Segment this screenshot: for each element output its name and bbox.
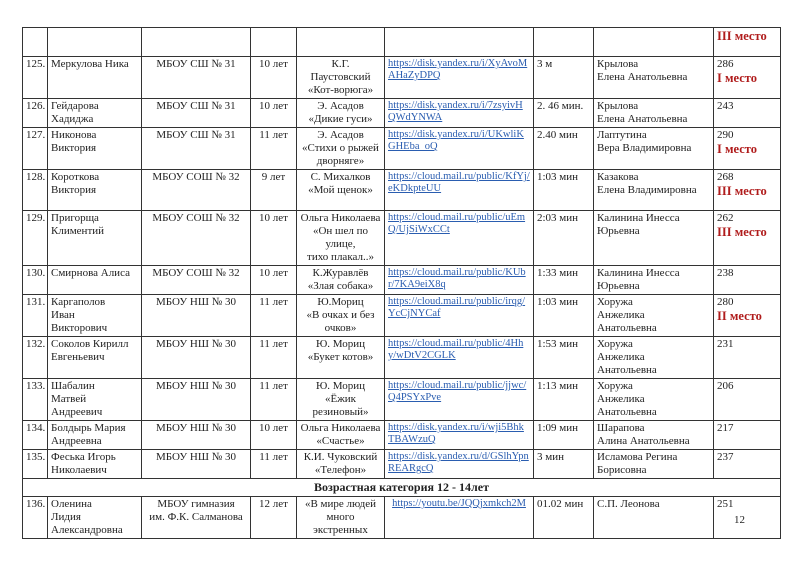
table-row	[23, 379, 781, 421]
duration: 3 м	[534, 57, 594, 99]
score-cell	[714, 170, 781, 211]
teacher-name: Хоружа Анжелика Анатольевна	[594, 295, 714, 337]
row-number: 135.	[23, 450, 48, 479]
score-cell	[714, 295, 781, 337]
video-link[interactable]: https://disk.yandex.ru/d/GSlhYpnREARgcQ	[388, 451, 529, 474]
video-link-cell	[385, 211, 534, 266]
participant-name: Смирнова Алиса	[48, 266, 142, 295]
score-cell	[714, 337, 781, 379]
score: 238	[717, 267, 734, 279]
score-cell	[714, 57, 781, 99]
row-number: 126.	[23, 99, 48, 128]
video-link-cell	[385, 497, 534, 539]
teacher-name: Крылова Елена Анатольевна	[594, 57, 714, 99]
work-title: Э. Асадов «Стихи о рыжей дворняге»	[297, 128, 385, 170]
participant-age: 10 лет	[251, 266, 297, 295]
work-title: Ю. Мориц «Ёжик резиновый»	[297, 379, 385, 421]
place-award: II место	[717, 309, 762, 323]
work-title: Ю. Мориц «Букет котов»	[297, 337, 385, 379]
participant-age: 10 лет	[251, 57, 297, 99]
teacher-name: Исламова Регина Борисовна	[594, 450, 714, 479]
video-link-cell	[385, 337, 534, 379]
table-row	[23, 170, 781, 211]
school-name: МБОУ СОШ № 32	[142, 170, 251, 211]
school-name: МБОУ НШ № 30	[142, 421, 251, 450]
video-link[interactable]: https://cloud.mail.ru/public/jjwc/Q4PSYxPve	[388, 380, 527, 403]
video-link-cell	[385, 450, 534, 479]
place-award: I место	[717, 142, 757, 156]
score: 251	[717, 498, 734, 510]
school-name: МБОУ гимназия им. Ф.К. Салманова	[142, 497, 251, 539]
school-name: МБОУ НШ № 30	[142, 295, 251, 337]
duration: 2:03 мин	[534, 211, 594, 266]
table-row	[23, 337, 781, 379]
participant-name: Меркулова Ника	[48, 57, 142, 99]
score: 262	[717, 212, 734, 224]
work-title: С. Михалков «Мой щенок»	[297, 170, 385, 211]
video-link-cell	[385, 99, 534, 128]
row-number: 133.	[23, 379, 48, 421]
video-link-cell	[385, 128, 534, 170]
table-row	[23, 57, 781, 99]
row-number: 134.	[23, 421, 48, 450]
video-link-cell	[385, 421, 534, 450]
teacher-name: Шарапова Алина Анатольевна	[594, 421, 714, 450]
duration: 1:33 мин	[534, 266, 594, 295]
work-title: «В мире людей много экстренных	[297, 497, 385, 539]
row-number: 125.	[23, 57, 48, 99]
score-cell	[714, 497, 781, 539]
score-cell	[714, 211, 781, 266]
place-award: III место	[717, 29, 767, 43]
work-title: Ю.Мориц «В очках и без очков»	[297, 295, 385, 337]
participant-name: Феська Игорь Николаевич	[48, 450, 142, 479]
school-name: МБОУ СОШ № 32	[142, 266, 251, 295]
table-row	[23, 128, 781, 170]
table-row	[23, 450, 781, 479]
page-number: 12	[734, 514, 745, 526]
teacher-name: Хоружа Анжелика Анатольевна	[594, 337, 714, 379]
video-link[interactable]: https://disk.yandex.ru/i/UKwliKGHEba_oQ	[388, 129, 524, 152]
place-award: I место	[717, 71, 757, 85]
video-link[interactable]: https://cloud.mail.ru/public/KUbr/7KA9eiX8q	[388, 267, 526, 290]
participant-name: Соколов Кирилл Евгеньевич	[48, 337, 142, 379]
score-cell	[714, 379, 781, 421]
table-row	[23, 497, 781, 539]
score-cell	[714, 421, 781, 450]
place-award: III место	[717, 225, 767, 239]
teacher-name: С.П. Леонова	[594, 497, 714, 539]
score: 268	[717, 171, 734, 183]
participant-age: 10 лет	[251, 99, 297, 128]
video-link-cell	[385, 170, 534, 211]
video-link[interactable]: https://cloud.mail.ru/public/uEmQ/UjSiWxCCt	[388, 212, 526, 235]
duration: 1:09 мин	[534, 421, 594, 450]
video-link-cell	[385, 57, 534, 99]
row-number: 130.	[23, 266, 48, 295]
work-title: Ольга Николаева «Он шел по улице, тихо плакал..»	[297, 211, 385, 266]
video-link[interactable]: https://cloud.mail.ru/public/irqg/YcCjNYCaf	[388, 296, 526, 319]
score: 237	[717, 451, 734, 463]
teacher-name: Казакова Елена Владимировна	[594, 170, 714, 211]
score: 231	[717, 338, 734, 350]
teacher-name: Крылова Елена Анатольевна	[594, 99, 714, 128]
participant-age: 9 лет	[251, 170, 297, 211]
table-row	[23, 28, 781, 57]
work-title: К.И. Чуковский «Телефон»	[297, 450, 385, 479]
duration: 2. 46 мин.	[534, 99, 594, 128]
table-row	[23, 295, 781, 337]
score: 206	[717, 380, 734, 392]
participant-age: 11 лет	[251, 295, 297, 337]
score: 243	[717, 100, 734, 112]
participant-age: 10 лет	[251, 211, 297, 266]
row-number: 131.	[23, 295, 48, 337]
duration: 1:13 мин	[534, 379, 594, 421]
duration: 1:03 мин	[534, 295, 594, 337]
table-row	[23, 211, 781, 266]
duration: 1:03 мин	[534, 170, 594, 211]
category-heading: Возрастная категория 12 - 14лет	[23, 479, 781, 497]
table-row	[23, 99, 781, 128]
teacher-name: Хоружа Анжелика Анатольевна	[594, 379, 714, 421]
video-link-cell	[385, 379, 534, 421]
participant-age: 12 лет	[251, 497, 297, 539]
duration: 01.02 мин	[534, 497, 594, 539]
school-name: МБОУ НШ № 30	[142, 450, 251, 479]
video-link[interactable]: https://cloud.mail.ru/public/4Hhy/wDtV2CGLK	[388, 338, 524, 361]
video-link[interactable]: https://disk.yandex.ru/i/XyAvoMAHaZyDPQ	[388, 58, 528, 81]
participant-age: 11 лет	[251, 379, 297, 421]
score: 217	[717, 422, 734, 434]
score-cell	[714, 450, 781, 479]
teacher-name: Лаптутина Вера Владимировна	[594, 128, 714, 170]
row-number: 132.	[23, 337, 48, 379]
video-link-cell	[385, 266, 534, 295]
work-title: Э. Асадов «Дикие гуси»	[297, 99, 385, 128]
video-link-cell	[385, 295, 534, 337]
score: 290	[717, 129, 734, 141]
participant-name: Оленина Лидия Александровна	[48, 497, 142, 539]
duration: 2.40 мин	[534, 128, 594, 170]
video-link[interactable]: https://cloud.mail.ru/public/KfYj/eKDkpteUU	[388, 171, 530, 194]
participant-name: Шабалин Матвей Андреевич	[48, 379, 142, 421]
participant-name: Гейдарова Хадиджа	[48, 99, 142, 128]
video-link[interactable]: https://disk.yandex.ru/i/7zsyivHQWdYNWA	[388, 100, 523, 123]
school-name: МБОУ СОШ № 32	[142, 211, 251, 266]
score: 286	[717, 58, 734, 70]
row-number: 129.	[23, 211, 48, 266]
teacher-name: Калинина Инесса Юрьевна	[594, 211, 714, 266]
work-title: К.Журавлёв «Злая собака»	[297, 266, 385, 295]
participant-name: Каргаполов Иван Викторович	[48, 295, 142, 337]
score-cell	[714, 128, 781, 170]
duration: 1:53 мин	[534, 337, 594, 379]
participant-name: Пригорща Климентий	[48, 211, 142, 266]
score-cell	[714, 99, 781, 128]
category-row	[23, 479, 781, 497]
participants-table	[22, 27, 781, 539]
participant-name: Болдырь Мария Андреевна	[48, 421, 142, 450]
school-name: МБОУ СШ № 31	[142, 99, 251, 128]
table-row	[23, 421, 781, 450]
participant-name: Короткова Виктория	[48, 170, 142, 211]
place-award: III место	[717, 184, 767, 198]
participant-age: 10 лет	[251, 421, 297, 450]
work-title: К.Г. Паустовский «Кот-ворюга»	[297, 57, 385, 99]
work-title: Ольга Николаева «Счастье»	[297, 421, 385, 450]
participant-name: Никонова Виктория	[48, 128, 142, 170]
participant-age: 11 лет	[251, 128, 297, 170]
school-name: МБОУ НШ № 30	[142, 379, 251, 421]
video-link[interactable]: https://disk.yandex.ru/i/wji5BhkTBAWzuQ	[388, 422, 524, 445]
school-name: МБОУ СШ № 31	[142, 57, 251, 99]
duration: 3 мин	[534, 450, 594, 479]
score-cell	[714, 266, 781, 295]
table-row	[23, 266, 781, 295]
row-number: 136.	[23, 497, 48, 539]
row-number: 127.	[23, 128, 48, 170]
participant-age: 11 лет	[251, 337, 297, 379]
school-name: МБОУ СШ № 31	[142, 128, 251, 170]
score: 280	[717, 296, 734, 308]
teacher-name: Калинина Инесса Юрьевна	[594, 266, 714, 295]
participant-age: 11 лет	[251, 450, 297, 479]
video-link[interactable]: https://youtu.be/JQQjxmkch2M	[392, 498, 526, 509]
row-number: 128.	[23, 170, 48, 211]
school-name: МБОУ НШ № 30	[142, 337, 251, 379]
